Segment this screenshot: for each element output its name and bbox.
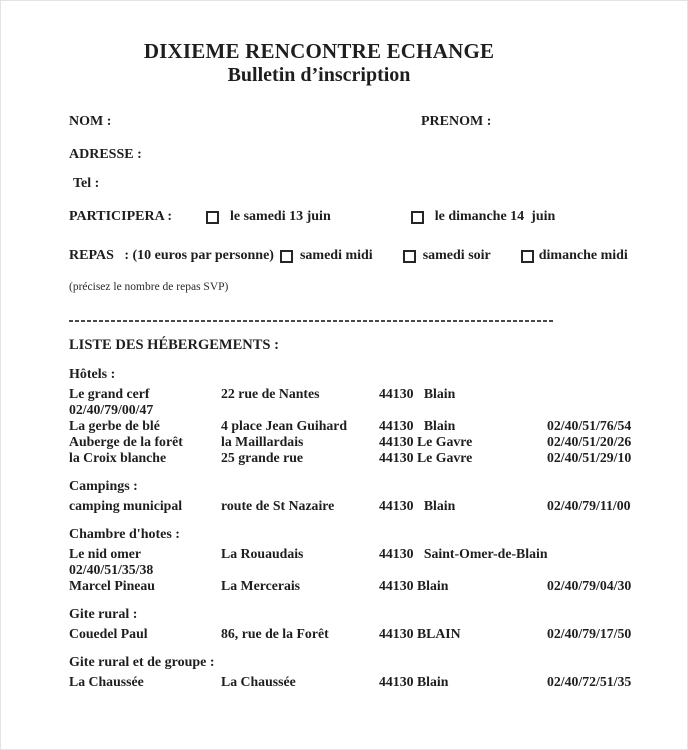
acc-city: 44130 Blain <box>379 498 456 513</box>
acc-address: La Chaussée <box>221 674 296 689</box>
accommodation-row <box>69 498 677 514</box>
adresse-label: ADRESSE : <box>69 147 142 162</box>
acc-address: 25 grande rue <box>221 450 304 465</box>
section-label: Chambre d'hotes : <box>69 527 180 542</box>
acc-city: 44130 Blain <box>379 386 456 401</box>
acc-name: Le grand cerf <box>69 386 150 401</box>
section-chambre-dhotes <box>69 527 677 594</box>
repas-note: (précisez le nombre de repas SVP) <box>69 281 229 293</box>
acc-city: 44130 Blain <box>379 418 456 433</box>
section-campings <box>69 479 677 514</box>
acc-address: La Mercerais <box>221 578 301 593</box>
acc-address: 86, rue de la Forêt <box>221 626 329 641</box>
document-subtitle: Bulletin d’inscription <box>227 64 411 86</box>
accommodation-phone-line <box>69 562 677 578</box>
section-hotels <box>69 367 677 466</box>
acc-name: Auberge de la forêt <box>69 434 183 449</box>
repas-option-dimanche-midi <box>521 248 628 264</box>
acc-name: Marcel Pineau <box>69 578 155 593</box>
accommodation-row <box>69 450 677 466</box>
accommodation-row <box>69 418 677 434</box>
acc-city: 44130 Le Gavre <box>379 434 473 449</box>
repas-option-samedi-midi <box>280 248 373 264</box>
section-label: Gite rural : <box>69 607 138 622</box>
acc-phone: 02/40/79/00/47 <box>69 402 154 417</box>
hebergements-heading: LISTE DES HÉBERGEMENTS : <box>69 337 279 353</box>
acc-phone: 02/40/72/51/35 <box>547 674 632 689</box>
acc-city: 44130 Blain <box>379 578 449 593</box>
document-header <box>69 39 569 87</box>
section-label: Gite rural et de groupe : <box>69 655 215 670</box>
acc-name: Couedel Paul <box>69 626 148 641</box>
acc-phone: 02/40/79/11/00 <box>547 498 631 513</box>
accommodation-row <box>69 578 677 594</box>
acc-phone: 02/40/79/04/30 <box>547 578 632 593</box>
acc-name: la Croix blanche <box>69 450 167 465</box>
repas-option-label: dimanche midi <box>538 248 628 263</box>
acc-phone: 02/40/51/20/26 <box>547 434 632 449</box>
acc-name: Le nid omer <box>69 546 142 561</box>
dashed-divider <box>69 320 555 322</box>
tel-label: Tel : <box>73 176 100 191</box>
name-row <box>69 114 677 130</box>
participera-option-saturday <box>206 209 331 225</box>
participera-row <box>69 209 677 225</box>
acc-phone: 02/40/79/17/50 <box>547 626 632 641</box>
participera-option-sunday <box>411 209 556 225</box>
acc-address: 22 rue de Nantes <box>221 386 320 401</box>
repas-label: REPAS : (10 euros par personne) <box>69 248 274 263</box>
acc-address: 4 place Jean Guihard <box>221 418 348 433</box>
section-label: Campings : <box>69 479 138 494</box>
accommodation-row <box>69 386 677 402</box>
acc-city: 44130 BLAIN <box>379 626 461 641</box>
repas-option-samedi-soir <box>403 248 491 264</box>
accommodation-phone-line <box>69 402 677 418</box>
accommodation-row <box>69 434 677 450</box>
accommodation-row <box>69 674 677 690</box>
participera-option-label: le dimanche 14 juin <box>434 209 556 224</box>
accommodation-row <box>69 626 677 642</box>
section-gite-groupe <box>69 655 677 690</box>
acc-address: la Maillardais <box>221 434 304 449</box>
acc-city: 44130 Le Gavre <box>379 450 473 465</box>
acc-phone: 02/40/51/29/10 <box>547 450 632 465</box>
acc-phone: 02/40/51/35/38 <box>69 562 154 577</box>
repas-option-label: samedi soir <box>422 248 491 263</box>
acc-address: La Rouaudais <box>221 546 304 561</box>
acc-city: 44130 Saint-Omer-de-Blain <box>379 546 548 561</box>
checkbox-samedi-soir[interactable] <box>403 250 416 263</box>
acc-phone: 02/40/51/76/54 <box>547 418 632 433</box>
repas-row <box>69 248 677 264</box>
section-label: Hôtels : <box>69 367 116 382</box>
acc-city: 44130 Blain <box>379 674 449 689</box>
checkbox-samedi-13-juin[interactable] <box>206 211 219 224</box>
acc-name: La gerbe de blé <box>69 418 160 433</box>
checkbox-dimanche-midi[interactable] <box>521 250 534 263</box>
section-gite-rural <box>69 607 677 642</box>
acc-name: camping municipal <box>69 498 183 513</box>
document-title: DIXIEME RENCONTRE ECHANGE <box>143 39 495 63</box>
participera-option-label: le samedi 13 juin <box>230 209 331 224</box>
nom-label: NOM : <box>69 114 112 129</box>
accommodation-row <box>69 546 677 562</box>
participera-label: PARTICIPERA : <box>69 209 173 224</box>
prenom-label: PRENOM : <box>421 114 492 129</box>
acc-address: route de St Nazaire <box>221 498 335 513</box>
repas-option-label: samedi midi <box>299 248 373 263</box>
checkbox-dimanche-14-juin[interactable] <box>411 211 424 224</box>
checkbox-samedi-midi[interactable] <box>280 250 293 263</box>
acc-name: La Chaussée <box>69 674 144 689</box>
